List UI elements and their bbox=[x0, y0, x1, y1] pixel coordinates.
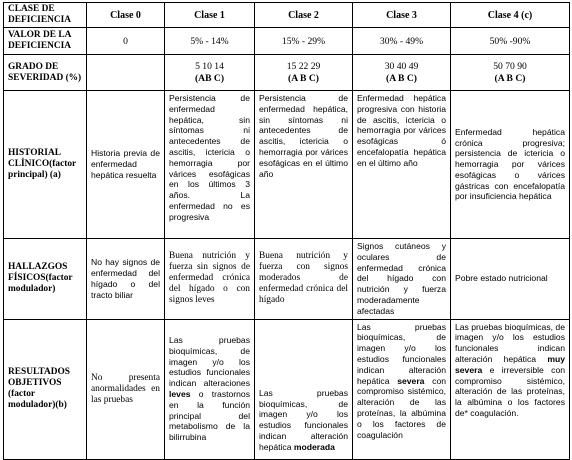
grado-label: GRADO DE SEVERIDAD (%) bbox=[4, 55, 87, 91]
historial-row bbox=[4, 91, 570, 239]
grado-abc-2: (A B C) bbox=[288, 72, 319, 84]
grado-nums-4: 50 70 90 bbox=[493, 60, 527, 72]
resultados-label: RESULTADOS OBJETIVOS (factor modulador)(b) bbox=[4, 319, 87, 459]
historial-class-3: Enfermedad hepática progresiva con historia de ascitis, ictericia o hemorragia por várices esofágicas ó encefalopatía hepática en el último año bbox=[353, 91, 451, 239]
valor-row bbox=[4, 28, 570, 55]
grado-abc-3: (A B C) bbox=[386, 72, 417, 84]
resultados-class-3 bbox=[353, 319, 451, 459]
class-0-header: Clase 0 bbox=[87, 3, 165, 28]
class-2-header: Clase 2 bbox=[255, 3, 353, 28]
resultados-class-1 bbox=[165, 319, 255, 459]
valor-class-0: 0 bbox=[87, 28, 165, 55]
grado-class-3 bbox=[353, 55, 451, 91]
historial-class-2: Persistencia de enfermedad hepática, sin síntomas ni antecedentes de ascitis, ictericia o hemorragia por várices esofágicas en el último año bbox=[255, 91, 353, 239]
valor-class-3: 30% - 49% bbox=[353, 28, 451, 55]
resultados-4-mid: e irreversible con compromiso sistémico, alteración de las proteínas, la albúmina o los factores de* coagulación. bbox=[455, 364, 566, 418]
resultados-3-pre: Las pruebas bioquímicas, de imagen y/o los estudios funcionales indican alteración hepática bbox=[357, 321, 446, 386]
resultados-2-bold: moderada bbox=[293, 441, 335, 452]
resultados-row bbox=[4, 319, 570, 459]
resultados-3-mid: con compromiso sistémico, alteración de las proteínas, la albúmina o los factores de coagulación bbox=[357, 375, 447, 440]
hallazgos-class-1: Buena nutrición y fuerza sin signos de enfermedad crónica del hígado o con signos leves bbox=[165, 239, 255, 320]
class-4-header: Clase 4 (c) bbox=[451, 3, 570, 28]
header-row bbox=[4, 3, 570, 28]
grado-row bbox=[4, 55, 570, 91]
valor-class-1: 5% - 14% bbox=[165, 28, 255, 55]
valor-class-2: 15% - 29% bbox=[255, 28, 353, 55]
deficiency-table bbox=[3, 2, 570, 460]
hallazgos-class-2: Buena nutrición y fuerza con signos moderados de enfermedad crónica del hígado bbox=[255, 239, 353, 320]
grado-class-4 bbox=[451, 55, 570, 91]
historial-class-4: Enfermedad hepática crónica progresiva; persistencia de ictericia o hemorragia por várices esofágicas o várices gástricas con encefalopatía por insuficiencia hepática bbox=[451, 91, 570, 239]
grado-class-1 bbox=[165, 55, 255, 91]
valor-label: VALOR DE LA DEFICIENCIA bbox=[4, 28, 87, 55]
resultados-4-bold: muy severa bbox=[455, 353, 566, 375]
hallazgos-class-0: No hay signos de enfermedad del hígado o del tracto biliar bbox=[87, 239, 165, 320]
grado-abc-1: (AB C) bbox=[194, 72, 225, 84]
corner-header: CLASE DE DEFICIENCIA bbox=[4, 3, 87, 28]
resultados-4-pre: Las pruebas bioquímicas, de imagen y/o los estudios funcionales indican alteración hepática bbox=[455, 321, 565, 364]
resultados-1-mid: o trastornos en la función principal del metabolismo de la bilirrubina bbox=[169, 389, 250, 443]
grado-nums-1: 5 10 14 bbox=[195, 60, 224, 72]
class-3-header: Clase 3 bbox=[353, 3, 451, 28]
grado-class-0 bbox=[87, 55, 165, 91]
hallazgos-class-3: Signos cutáneos y oculares de enfermedad crónica del hígado con nutrición y fuerza moderadamente afectadas bbox=[353, 239, 451, 320]
grado-class-2 bbox=[255, 55, 353, 91]
hallazgos-row bbox=[4, 239, 570, 320]
resultados-2-pre: Las pruebas bioquímicas, de imagen y/o los estudios funcionales indican alteración hepática bbox=[259, 387, 348, 452]
class-1-header: Clase 1 bbox=[165, 3, 255, 28]
historial-label: HISTORIAL CLÍNICO(factor principal) (a) bbox=[4, 91, 87, 239]
hallazgos-class-4: Pobre estado nutricional bbox=[451, 239, 570, 320]
resultados-class-0: No presenta anormalidades en las pruebas bbox=[87, 319, 165, 459]
historial-class-1: Persistencia de enfermedad hepática, sin síntomas ni antecedentes de ascitis, ictericia o hemorragia por várices esofágicas en los últimos 3 años. La enfermedad no es progresiva bbox=[165, 91, 255, 239]
grado-nums-2: 15 22 29 bbox=[286, 60, 321, 72]
grado-abc-4: (A B C) bbox=[494, 72, 526, 84]
resultados-3-bold: severa bbox=[397, 375, 425, 386]
resultados-1-pre: Las pruebas bioquímicas, de imagen y/o los estudios funcionales indican alteraciones bbox=[169, 335, 250, 389]
historial-class-0: Historia previa de enfermedad hepática resuelta bbox=[87, 91, 165, 239]
resultados-1-bold: leves bbox=[169, 389, 191, 400]
valor-class-4: 50% -90% bbox=[451, 28, 570, 55]
hallazgos-label: HALLAZGOS FÍSICOS(factor modulador) bbox=[4, 239, 87, 320]
resultados-class-4 bbox=[451, 319, 570, 459]
grado-nums-3: 30 40 49 bbox=[384, 60, 419, 72]
resultados-class-2 bbox=[255, 319, 353, 459]
